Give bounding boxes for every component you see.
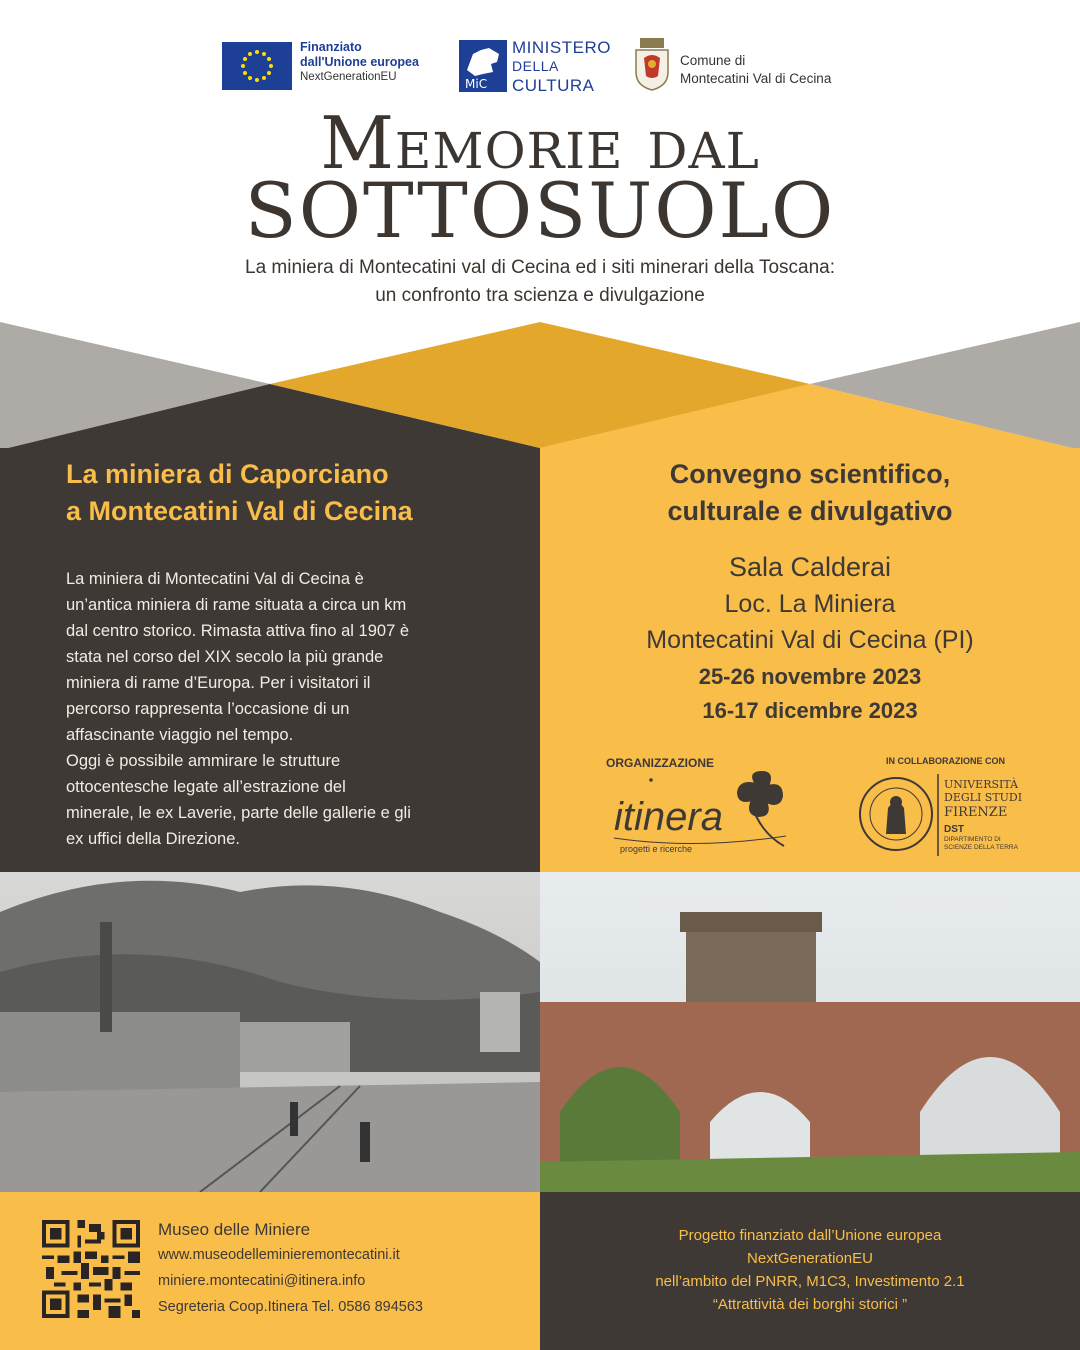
eu-funding-text	[300, 40, 419, 85]
eu-line1: Finanziato	[300, 40, 362, 54]
left-body	[66, 566, 486, 852]
body-line: ottocentesche legate all’estrazione del	[66, 778, 346, 796]
subtitle-line2: un confronto tra scienza e divulgazione	[375, 285, 705, 306]
museum-phone: Segreteria Coop.Itinera Tel. 0586 894563	[158, 1299, 423, 1315]
chevron-band	[0, 322, 1080, 450]
title-text-1: Memorie dal	[320, 101, 760, 185]
right-heading-line1: Convegno scientifico,	[669, 459, 951, 489]
body-line: La miniera di Montecatini Val di Cecina è	[66, 570, 364, 588]
body-line: un’antica miniera di rame situata a circa un km	[66, 596, 407, 614]
comune-text	[680, 52, 831, 88]
university-seal-icon	[860, 778, 932, 850]
title-line2: SOTTOSUOLO	[244, 166, 836, 255]
mic-logo-icon	[459, 40, 507, 92]
venue-name: Sala Calderai	[728, 552, 892, 582]
event-date-2: 16-17 dicembre 2023	[702, 698, 918, 723]
unifi-line2: DEGLI STUDI	[944, 791, 1023, 804]
mic-badge: MiC	[465, 77, 488, 91]
venue-city: Montecatini Val di Cecina (PI)	[646, 626, 974, 654]
left-heading	[66, 456, 413, 530]
subtitle	[0, 254, 1080, 310]
subtitle-line1: La miniera di Montecatini val di Cecina ed i siti minerari della Toscana:	[245, 257, 835, 278]
qr-code-icon[interactable]	[42, 1220, 140, 1318]
unifi-line3: FIRENZE	[944, 805, 1008, 820]
dst-line2: SCIENZE DELLA TERRA	[944, 844, 1018, 851]
sponsor-logos	[222, 38, 872, 98]
dst-label: DST	[944, 824, 964, 835]
funding-statement	[540, 1224, 1080, 1316]
funding-line4: “Attrattività dei borghi storici ”	[712, 1296, 908, 1313]
unifi-line1: UNIVERSITÀ	[944, 778, 1019, 791]
funding-line2: NextGenerationEU	[747, 1250, 873, 1267]
unifi-logo	[856, 768, 1026, 860]
event-date-1: 25-26 novembre 2023	[698, 664, 922, 689]
body-line: percorso rappresenta l’occasione di un	[66, 700, 350, 718]
museum-email-link[interactable]: miniere.montecatini@itinera.info	[158, 1273, 366, 1289]
museum-website-link[interactable]: www.museodelleminieremontecatini.it	[158, 1247, 400, 1263]
comune-line2: Montecatini Val di Cecina	[680, 71, 832, 86]
body-line: Oggi è possibile ammirare le strutture	[66, 752, 341, 770]
castle-ruins-photo	[540, 872, 1080, 1192]
organization-label: ORGANIZZAZIONE	[606, 756, 714, 770]
body-line: miniera di rame d’Europa. Per i visitatori il	[66, 674, 371, 692]
left-heading-line1: La miniera di Caporciano	[66, 459, 389, 489]
body-line: ex uffici della Direzione.	[66, 830, 240, 848]
itinera-name: itinera	[614, 795, 723, 839]
funding-line3: nell’ambito del PNRR, M1C3, Investimento 2.1	[655, 1273, 965, 1290]
funding-line1: Progetto finanziato dall’Unione europea	[678, 1227, 942, 1244]
body-line: stata nel corso del XIX secolo la più grande	[66, 648, 384, 666]
comune-line1: Comune di	[680, 53, 746, 68]
historic-mine-photo	[0, 872, 540, 1192]
body-line: dal centro storico. Rimasta attiva fino al 1907 è	[66, 622, 410, 640]
body-line: affascinante viaggio nel tempo.	[66, 726, 294, 744]
venue-location: Loc. La Miniera	[724, 590, 896, 618]
right-heading-line2: culturale e divulgativo	[667, 496, 953, 526]
collaboration-label: IN COLLABORAZIONE CON	[886, 756, 1005, 766]
body-line: minerale, le ex Laverie, parte delle gallerie e gli	[66, 804, 411, 822]
dst-line1: DIPARTIMENTO DI	[944, 836, 1001, 843]
left-heading-line2: a Montecatini Val di Cecina	[66, 496, 413, 526]
ministry-line2: DELLA	[512, 58, 559, 74]
eu-flag-icon	[222, 42, 292, 90]
ministry-line3: CULTURA	[512, 76, 595, 95]
eu-line3: NextGenerationEU	[300, 71, 397, 83]
flower-icon	[738, 772, 784, 846]
museum-title: Museo delle Miniere	[158, 1220, 311, 1239]
ministry-line1: MINISTERO	[512, 38, 611, 57]
eu-line2: dall'Unione europea	[300, 55, 419, 69]
comune-crest-icon	[632, 36, 672, 92]
itinera-logo	[606, 766, 796, 858]
ministry-text	[512, 38, 611, 95]
itinera-tagline: progetti e ricerche	[620, 844, 693, 854]
right-heading	[540, 456, 1080, 530]
